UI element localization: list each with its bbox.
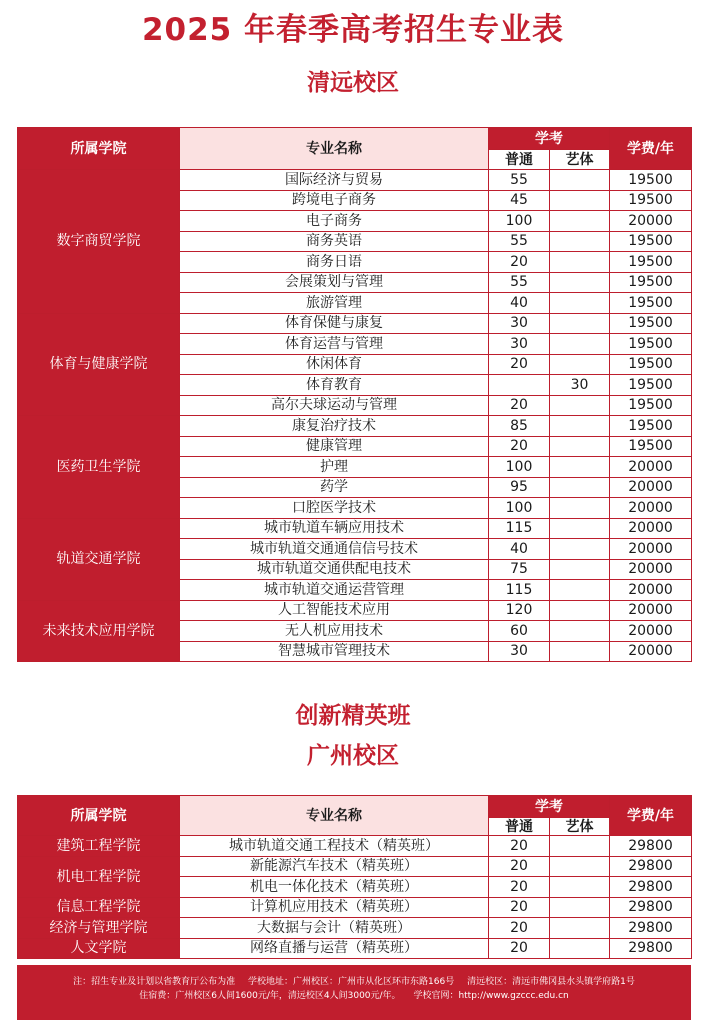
fee-header: 学费/年	[610, 796, 692, 836]
major-cell: 城市轨道交通工程技术（精英班）	[180, 836, 489, 857]
major-cell: 商务日语	[180, 252, 489, 273]
fee-cell: 29800	[610, 836, 692, 857]
regular-quota-cell: 85	[489, 416, 550, 437]
art-quota-cell	[550, 190, 610, 211]
fee-cell: 20000	[610, 518, 692, 539]
fee-cell: 19500	[610, 293, 692, 314]
regular-quota-cell: 100	[489, 211, 550, 232]
art-quota-cell	[550, 600, 610, 621]
college-cell: 轨道交通学院	[18, 518, 180, 600]
fee-cell: 29800	[610, 897, 692, 918]
fee-cell: 20000	[610, 211, 692, 232]
major-cell: 网络直播与运营（精英班）	[180, 938, 489, 959]
art-quota-cell	[550, 580, 610, 601]
art-quota-cell	[550, 313, 610, 334]
fee-cell: 20000	[610, 641, 692, 662]
major-cell: 城市轨道交通供配电技术	[180, 559, 489, 580]
fee-header: 学费/年	[610, 128, 692, 170]
art-quota-cell	[550, 539, 610, 560]
fee-cell: 19500	[610, 416, 692, 437]
major-cell: 电子商务	[180, 211, 489, 232]
regular-quota-cell: 30	[489, 313, 550, 334]
fee-cell: 20000	[610, 498, 692, 519]
table-row	[18, 918, 692, 939]
major-cell: 大数据与会计（精英班）	[180, 918, 489, 939]
elite-class-heading: 创新精英班	[295, 703, 411, 729]
regular-quota-cell: 60	[489, 621, 550, 642]
major-cell: 会展策划与管理	[180, 272, 489, 293]
footer-line-2	[17, 989, 691, 1003]
major-cell: 康复治疗技术	[180, 416, 489, 437]
major-cell: 城市轨道车辆应用技术	[180, 518, 489, 539]
fee-cell: 20000	[610, 477, 692, 498]
footer-line-1	[17, 975, 691, 989]
major-cell: 智慧城市管理技术	[180, 641, 489, 662]
major-cell: 药学	[180, 477, 489, 498]
art-quota-cell	[550, 918, 610, 939]
regular-quota-cell: 40	[489, 539, 550, 560]
regular-quota-cell: 100	[489, 498, 550, 519]
art-header: 艺体	[550, 150, 610, 170]
regular-quota-cell: 20	[489, 938, 550, 959]
regular-quota-cell: 20	[489, 918, 550, 939]
college-cell: 体育与健康学院	[18, 313, 180, 416]
art-quota-cell	[550, 856, 610, 877]
regular-quota-cell	[489, 375, 550, 396]
fee-cell: 19500	[610, 272, 692, 293]
art-quota-cell	[550, 334, 610, 355]
major-cell: 护理	[180, 457, 489, 478]
major-cell: 新能源汽车技术（精英班）	[180, 856, 489, 877]
art-quota-cell	[550, 395, 610, 416]
major-cell: 商务英语	[180, 231, 489, 252]
regular-quota-cell: 20	[489, 877, 550, 898]
regular-quota-cell: 40	[489, 293, 550, 314]
art-quota-cell	[550, 436, 610, 457]
regular-quota-cell: 30	[489, 641, 550, 662]
major-cell: 高尔夫球运动与管理	[180, 395, 489, 416]
fee-cell: 20000	[610, 457, 692, 478]
regular-quota-cell: 115	[489, 518, 550, 539]
art-quota-cell	[550, 836, 610, 857]
fee-cell: 19500	[610, 436, 692, 457]
fee-cell: 19500	[610, 190, 692, 211]
regular-header: 普通	[489, 150, 550, 170]
major-cell: 健康管理	[180, 436, 489, 457]
college-cell: 经济与管理学院	[18, 918, 180, 939]
footer-address: 学校地址：广州校区：广州市从化区环市东路166号	[248, 977, 455, 987]
table-row	[18, 600, 692, 621]
fee-cell: 19500	[610, 354, 692, 375]
footer-dorm-fee: 住宿费：广州校区6人间1600元/年，清远校区4人间3000元/年。	[139, 991, 401, 1001]
footer-note: 注：招生专业及计划以省教育厅公布为准	[73, 977, 236, 987]
major-cell: 机电一体化技术（精英班）	[180, 877, 489, 898]
qingyuan-major-table	[17, 127, 692, 662]
major-header: 专业名称	[180, 128, 489, 170]
fee-cell: 20000	[610, 580, 692, 601]
art-quota-cell: 30	[550, 375, 610, 396]
major-cell: 体育教育	[180, 375, 489, 396]
college-cell: 医药卫生学院	[18, 416, 180, 519]
footer-info	[17, 965, 691, 1020]
art-quota-cell	[550, 877, 610, 898]
art-quota-cell	[550, 938, 610, 959]
major-cell: 休闲体育	[180, 354, 489, 375]
art-quota-cell	[550, 293, 610, 314]
major-cell: 城市轨道交通通信信号技术	[180, 539, 489, 560]
major-cell: 跨境电子商务	[180, 190, 489, 211]
art-quota-cell	[550, 457, 610, 478]
regular-quota-cell: 20	[489, 395, 550, 416]
major-cell: 计算机应用技术（精英班）	[180, 897, 489, 918]
art-quota-cell	[550, 272, 610, 293]
college-header: 所属学院	[18, 128, 180, 170]
table-row	[18, 518, 692, 539]
college-cell: 建筑工程学院	[18, 836, 180, 857]
regular-header: 普通	[489, 818, 550, 836]
college-cell: 未来技术应用学院	[18, 600, 180, 662]
regular-quota-cell: 20	[489, 836, 550, 857]
major-cell: 人工智能技术应用	[180, 600, 489, 621]
fee-cell: 20000	[610, 600, 692, 621]
college-cell: 机电工程学院	[18, 856, 180, 897]
fee-cell: 19500	[610, 334, 692, 355]
fee-cell: 29800	[610, 877, 692, 898]
major-cell: 口腔医学技术	[180, 498, 489, 519]
exam-header: 学考	[489, 796, 610, 818]
regular-quota-cell: 55	[489, 272, 550, 293]
table-row	[18, 938, 692, 959]
art-quota-cell	[550, 416, 610, 437]
table-row	[18, 897, 692, 918]
art-quota-cell	[550, 354, 610, 375]
table-row	[18, 836, 692, 857]
page-title: 2025 年春季高考招生专业表	[141, 12, 565, 48]
table-row	[18, 856, 692, 877]
regular-quota-cell: 20	[489, 252, 550, 273]
art-quota-cell	[550, 477, 610, 498]
qingyuan-campus-heading: 清远校区	[307, 70, 399, 96]
art-quota-cell	[550, 621, 610, 642]
art-quota-cell	[550, 498, 610, 519]
fee-cell: 20000	[610, 621, 692, 642]
regular-quota-cell: 55	[489, 170, 550, 191]
fee-cell: 20000	[610, 539, 692, 560]
qingyuan-table-body	[18, 170, 692, 662]
art-quota-cell	[550, 559, 610, 580]
footer-address-qingyuan: 清远校区：清远市佛冈县水头镇学府路1号	[467, 977, 635, 987]
regular-quota-cell: 75	[489, 559, 550, 580]
regular-quota-cell: 100	[489, 457, 550, 478]
art-quota-cell	[550, 897, 610, 918]
fee-cell: 19500	[610, 252, 692, 273]
major-cell: 城市轨道交通运营管理	[180, 580, 489, 601]
footer-website: 学校官网：http://www.gzccc.edu.cn	[413, 991, 569, 1001]
exam-header: 学考	[489, 128, 610, 150]
fee-cell: 19500	[610, 375, 692, 396]
table-row	[18, 416, 692, 437]
college-cell: 数字商贸学院	[18, 170, 180, 314]
major-cell: 无人机应用技术	[180, 621, 489, 642]
fee-cell: 19500	[610, 395, 692, 416]
fee-cell: 19500	[610, 170, 692, 191]
fee-cell: 29800	[610, 918, 692, 939]
fee-cell: 19500	[610, 313, 692, 334]
major-cell: 国际经济与贸易	[180, 170, 489, 191]
regular-quota-cell: 20	[489, 354, 550, 375]
table-row	[18, 313, 692, 334]
fee-cell: 19500	[610, 231, 692, 252]
art-quota-cell	[550, 231, 610, 252]
art-quota-cell	[550, 211, 610, 232]
fee-cell: 20000	[610, 559, 692, 580]
college-header: 所属学院	[18, 796, 180, 836]
fee-cell: 29800	[610, 938, 692, 959]
major-cell: 体育运营与管理	[180, 334, 489, 355]
art-quota-cell	[550, 518, 610, 539]
college-cell: 人文学院	[18, 938, 180, 959]
fee-cell: 29800	[610, 856, 692, 877]
regular-quota-cell: 45	[489, 190, 550, 211]
table-row	[18, 170, 692, 191]
guangzhou-table-body	[18, 836, 692, 959]
regular-quota-cell: 120	[489, 600, 550, 621]
art-quota-cell	[550, 641, 610, 662]
art-quota-cell	[550, 252, 610, 273]
art-header: 艺体	[550, 818, 610, 836]
regular-quota-cell: 115	[489, 580, 550, 601]
major-cell: 旅游管理	[180, 293, 489, 314]
regular-quota-cell: 20	[489, 897, 550, 918]
major-header: 专业名称	[180, 796, 489, 836]
regular-quota-cell: 20	[489, 436, 550, 457]
guangzhou-campus-heading: 广州校区	[307, 743, 399, 769]
regular-quota-cell: 55	[489, 231, 550, 252]
college-cell: 信息工程学院	[18, 897, 180, 918]
major-cell: 体育保健与康复	[180, 313, 489, 334]
guangzhou-major-table	[17, 795, 692, 959]
art-quota-cell	[550, 170, 610, 191]
regular-quota-cell: 20	[489, 856, 550, 877]
regular-quota-cell: 30	[489, 334, 550, 355]
regular-quota-cell: 95	[489, 477, 550, 498]
